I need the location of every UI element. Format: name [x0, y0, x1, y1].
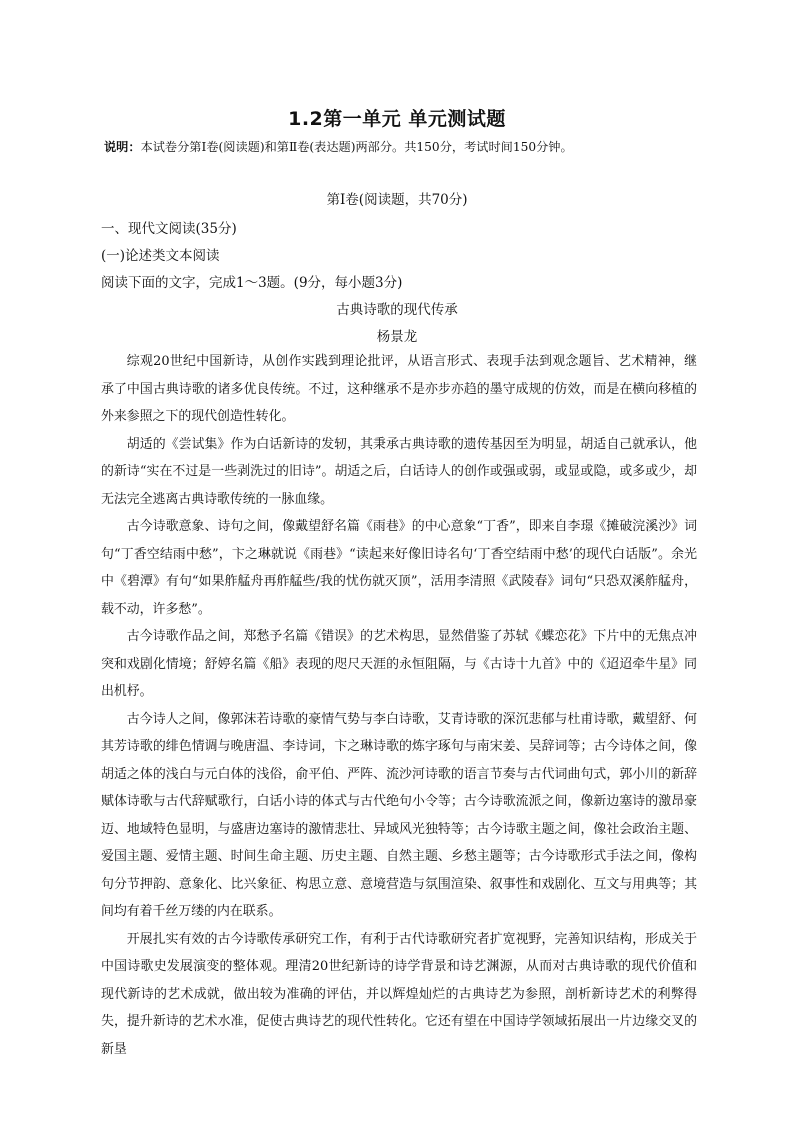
paragraph: 古今诗人之间，像郭沫若诗歌的豪情气势与李白诗歌，艾青诗歌的深沉悲郁与杜甫诗歌，戴望舒、何其芳诗歌的绯色情调与晚唐温、李诗词，卞之琳诗歌的炼字琢句与南宋姜、吴辞词等；古今诗体之间，像胡适之体的浅白与元白体的浅俗，俞平伯、严阵、流沙河诗歌的语言节奏与古代词曲句式，郭小川的新辞赋体诗歌与古代辞赋歌行，白话小诗的体式与古代绝句小令等；古今诗歌流派之间，像新边塞诗的激昂豪迈、地域特色显明，与盛唐边塞诗的激情悲壮、异域风光独特等；古今诗歌主题之间，像社会政治主题、爱国主题、爱情主题、时间生命主题、历史主题、自然主题、乡愁主题等；古今诗歌形式手法之间，像构句分节押韵、意象化、比兴象征、构思立意、意境营造与氛围渲染、叙事性和戏剧化、互文与用典等；其间均有着千丝万缕的内在联系。: [101, 711, 697, 919]
paragraph: 综观20世纪中国新诗，从创作实践到理论批评，从语言形式、表现手法到观念题旨、艺术精神，继承了中国古典诗歌的诸多优良传统。不过，这种继承不是亦步亦趋的墨守成规的仿效，而是在横向移植的外来参照之下的现代创造性转化。: [101, 354, 697, 424]
note-label: 说明：: [104, 140, 141, 154]
paragraph: 古今诗歌作品之间，郑愁予名篇《错误》的艺术构思，显然借鉴了苏轼《蝶恋花》下片中的无焦点冲突和戏剧化情境；舒婷名篇《船》表现的咫尺天涯的永恒阻隔，与《古诗十九首》中的《迢迢牵牛星》同出机杼。: [101, 629, 697, 699]
paragraph: 胡适的《尝试集》作为白话新诗的发轫，其秉承古典诗歌的遗传基因至为明显，胡适自己就承认，他的新诗“实在不过是一些剥洗过的旧诗”。胡适之后，白话诗人的创作或强或弱，或显或隐，或多或少，却无法完全逃离古典诗歌传统的一脉血缘。: [101, 436, 697, 507]
page-title: 1.2第一单元 单元测试题: [288, 108, 506, 130]
article-body: [101, 348, 697, 1063]
section-heading: 一、现代文阅读(35分): [101, 221, 237, 237]
paragraph: 古今诗歌意象、诗句之间，像戴望舒名篇《雨巷》的中心意象“丁香”，即来自李璟《摊破浣溪沙》词句“丁香空结雨中愁”，卞之琳就说《雨巷》“读起来好像旧诗名句‘丁香空结雨中愁’的现代白话版”。余光中《碧潭》有句“如果舴艋舟再舴艋些/我的忧伤就灭顶”，活用李清照《武陵春》词句“只恐双溪舴艋舟，载不动，许多愁”。: [101, 519, 697, 617]
exam-note: [104, 138, 573, 155]
subsection-heading: (一)论述类文本阅读: [101, 248, 220, 264]
article-title: 古典诗歌的现代传承: [336, 302, 458, 318]
instruction-text: 阅读下面的文字，完成1～3题。(9分，每小题3分): [101, 275, 403, 291]
note-text: 本试卷分第Ⅰ卷(阅读题)和第Ⅱ卷(表达题)两部分。共150分，考试时间150分钟。: [140, 140, 573, 154]
paragraph: 开展扎实有效的古今诗歌传承研究工作，有利于古代诗歌研究者扩宽视野，完善知识结构，形成关于中国诗歌史发展演变的整体观。理清20世纪新诗的诗学背景和诗艺渊源，从而对古典诗歌的现代价值和现代新诗的艺术成就，做出较为准确的评估，并以辉煌灿烂的古典诗艺为参照，剖析新诗艺术的利弊得失，提升新诗的艺术水准，促使古典诗艺的现代性转化。它还有望在中国诗学领域拓展出一片边缘交叉的新垦: [101, 931, 697, 1057]
part-heading: 第Ⅰ卷(阅读题，共70分): [326, 192, 468, 208]
article-author: 杨景龙: [376, 329, 418, 345]
